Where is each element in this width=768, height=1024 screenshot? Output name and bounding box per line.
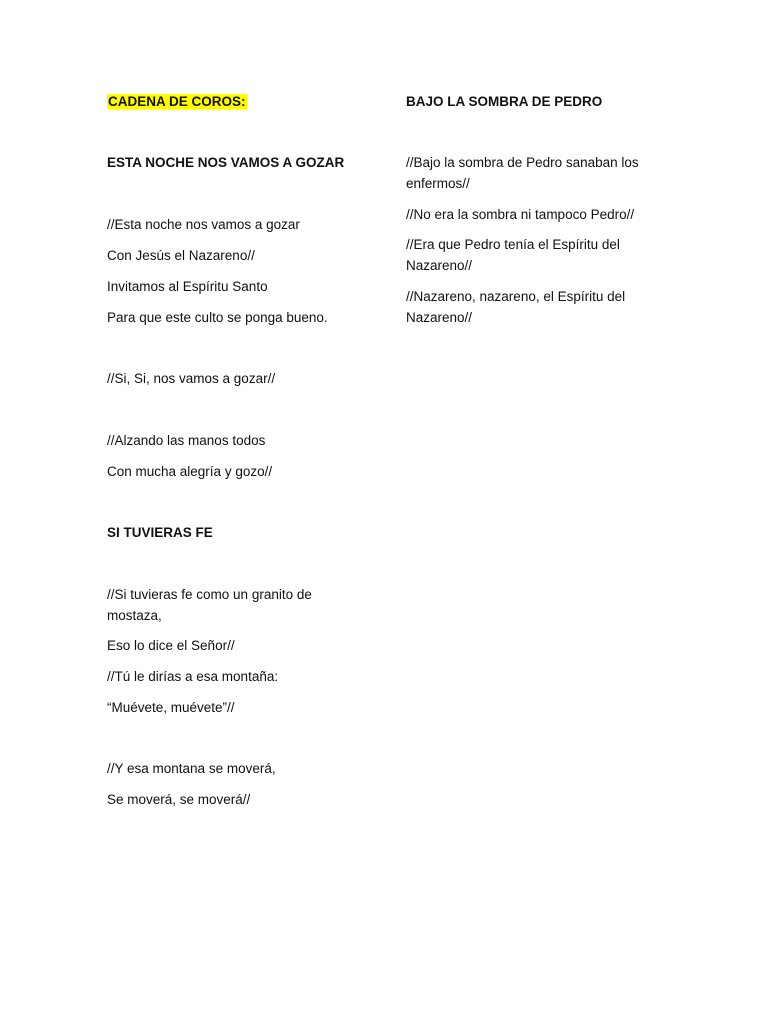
lyric-line: Con Jesús el Nazareno// [107, 248, 255, 263]
song-title-esta-noche: ESTA NOCHE NOS VAMOS A GOZAR [107, 155, 345, 170]
lyric-line: //Si, Si, nos vamos a gozar// [107, 371, 276, 386]
song-title-bajo-la-sombra: BAJO LA SOMBRA DE PEDRO [406, 94, 603, 109]
lyric-line: //Esta noche nos vamos a gozar [107, 217, 300, 232]
lyric-line: Invitamos al Espíritu Santo [107, 279, 268, 294]
section-heading [107, 91, 247, 112]
lyric-line: //No era la sombra ni tampoco Pedro// [406, 207, 635, 222]
lyric-line: //Nazareno, nazareno, el Espíritu del Nazareno// [406, 289, 626, 325]
lyric-line: //Y esa montana se moverá, [107, 761, 276, 776]
lyric-line: //Bajo la sombra de Pedro sanaban los enfermos// [406, 155, 639, 191]
song-title-si-tuvieras-fe: SI TUVIERAS FE [107, 525, 213, 540]
lyric-line: //Era que Pedro tenía el Espíritu del Nazareno// [406, 237, 620, 273]
lyric-line: //Alzando las manos todos [107, 433, 266, 448]
lyric-line: Para que este culto se ponga bueno. [107, 310, 328, 325]
lyric-line: //Tú le dirías a esa montaña: [107, 669, 279, 684]
lyric-line: Eso lo dice el Señor// [107, 638, 235, 653]
lyric-line: Se moverá, se moverá// [107, 792, 251, 807]
lyric-line: //Si tuvieras fe como un granito de mostaza, [107, 587, 312, 623]
lyric-line: Con mucha alegría y gozo// [107, 464, 273, 479]
lyric-line: “Muévete, muévete”// [107, 700, 235, 715]
highlighted-heading: CADENA DE COROS: [108, 94, 246, 109]
